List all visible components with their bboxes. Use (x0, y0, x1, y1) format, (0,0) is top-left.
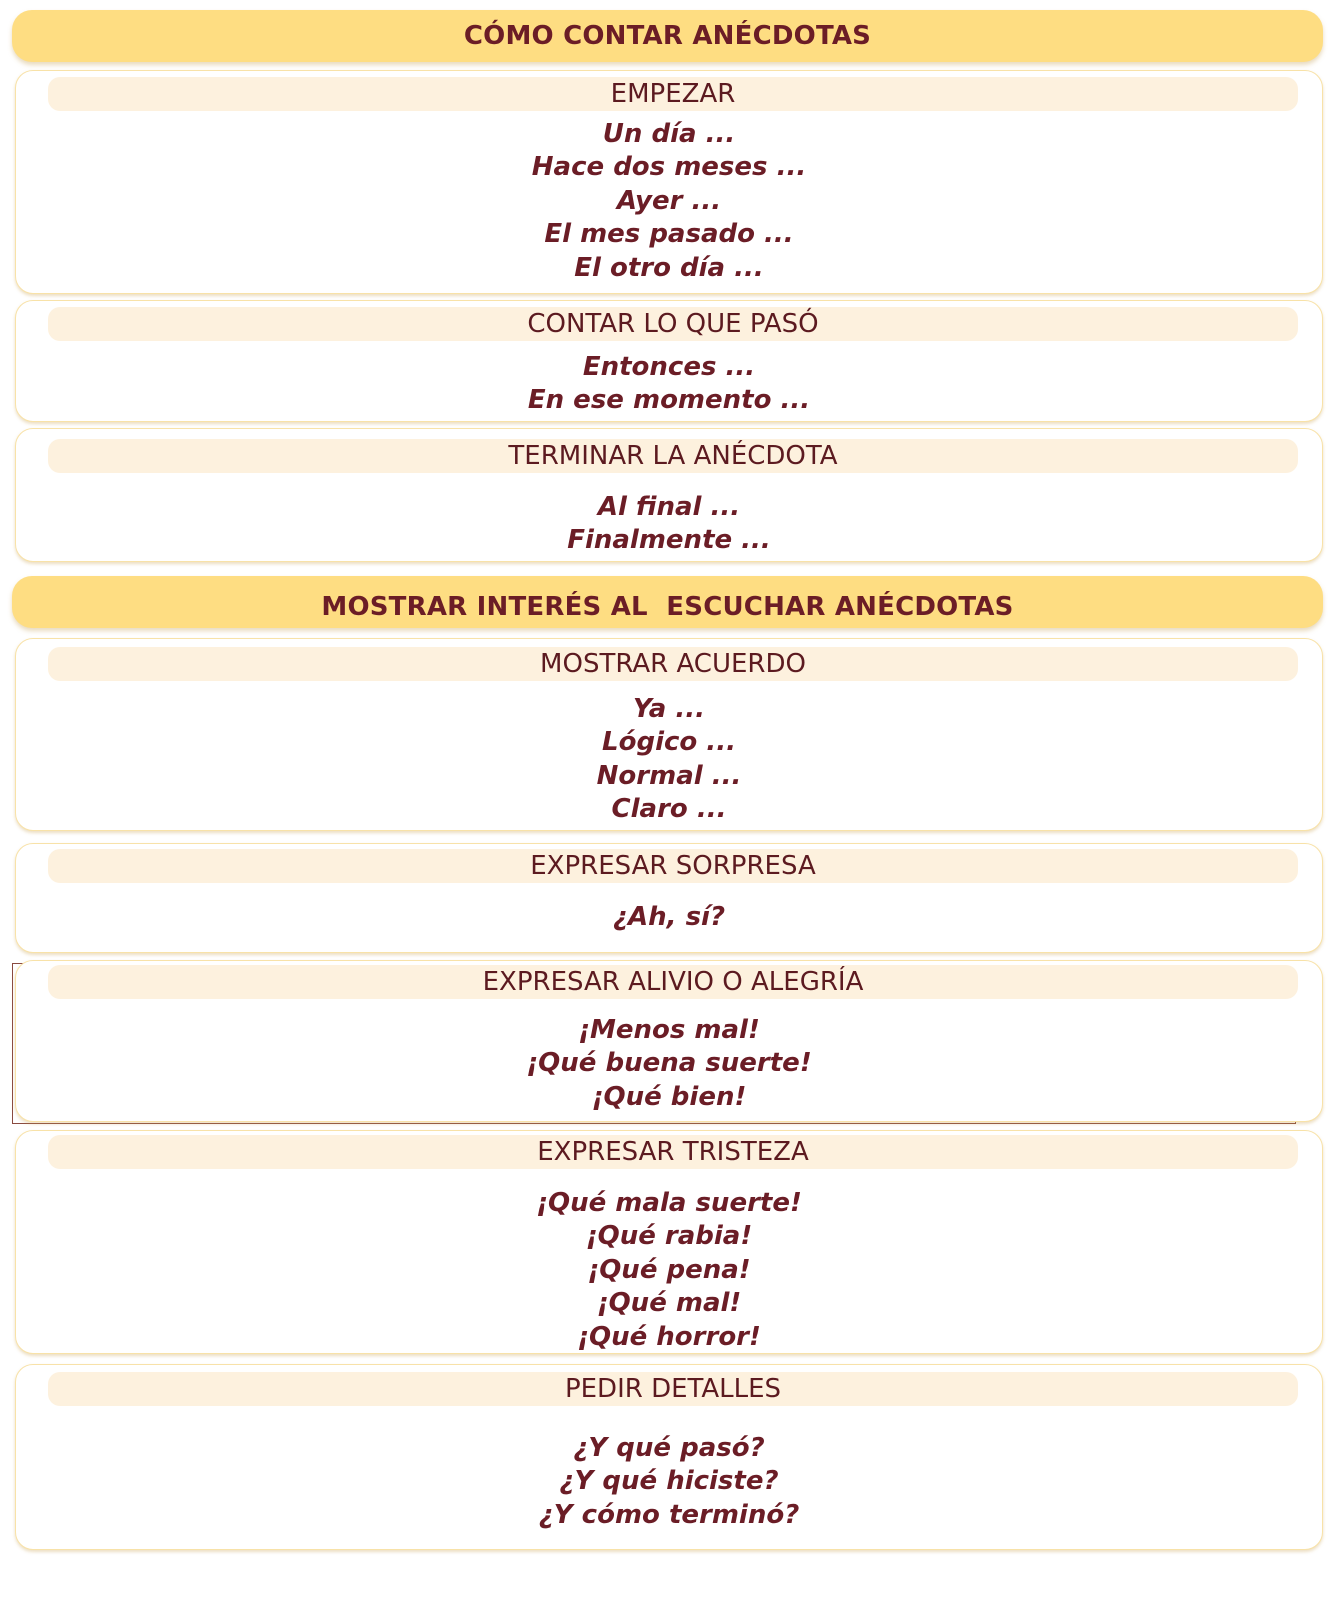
phrase: ¿Ah, sí? (612, 902, 726, 932)
phrase: Hace dos meses ... (531, 152, 807, 183)
phrase: Claro ... (611, 794, 727, 825)
section-title: MOSTRAR INTERÉS AL ESCUCHAR ANÉCDOTAS (321, 592, 1014, 622)
phrase: El otro día ... (574, 252, 764, 283)
section-header-mostrar-interes (12, 576, 1323, 628)
card-expresar-alivio-o-alegria (15, 960, 1323, 1122)
phrase-list (16, 1014, 1322, 1114)
phrase: ¿Y qué hiciste? (559, 1466, 779, 1497)
card-expresar-tristeza (15, 1130, 1323, 1354)
section-title: CÓMO CONTAR ANÉCDOTAS (463, 21, 872, 51)
phrase: ¡Qué pena! (587, 1254, 751, 1285)
section-header-como-contar (12, 10, 1323, 62)
card-expresar-sorpresa (15, 843, 1323, 953)
phrase: ¡Qué mal! (596, 1288, 742, 1319)
phrase: Entonces ... (582, 352, 756, 382)
card-title: EXPRESAR TRISTEZA (48, 1135, 1298, 1169)
card-title: EXPRESAR SORPRESA (48, 849, 1298, 883)
phrase: ¡Qué rabia! (585, 1221, 753, 1252)
phrase: ¿Y cómo terminó? (538, 1499, 800, 1530)
card-title: MOSTRAR ACUERDO (48, 647, 1298, 681)
card-pedir-detalles (15, 1364, 1323, 1550)
phrase-list (16, 491, 1322, 558)
phrase: ¡Qué horror! (577, 1321, 761, 1352)
phrase-list (16, 693, 1322, 827)
phrase: Al final ... (597, 492, 741, 522)
phrase: Finalmente ... (567, 525, 771, 556)
phrase-list (16, 901, 1322, 934)
phrase-list (16, 1187, 1322, 1354)
card-mostrar-acuerdo (15, 638, 1323, 831)
card-title: PEDIR DETALLES (48, 1372, 1298, 1406)
phrase-list (16, 351, 1322, 418)
card-terminar-la-anecdota (15, 428, 1323, 562)
card-title: EMPEZAR (48, 77, 1298, 111)
phrase: Ya ... (633, 694, 705, 724)
phrase: ¡Qué mala suerte! (536, 1188, 802, 1218)
phrase-list (16, 1432, 1322, 1532)
phrase: ¡Qué bien! (591, 1081, 747, 1112)
phrase: ¡Qué buena suerte! (526, 1048, 812, 1079)
phrase: Un día ... (602, 119, 736, 149)
phrase: ¿Y qué pasó? (573, 1433, 765, 1463)
phrase: En ese momento ... (527, 385, 811, 416)
phrase-list (16, 118, 1322, 285)
card-title: CONTAR LO QUE PASÓ (48, 307, 1298, 341)
card-title: TERMINAR LA ANÉCDOTA (48, 439, 1298, 473)
card-empezar (15, 70, 1323, 294)
phrase: Ayer ... (616, 185, 722, 216)
phrase: Normal ... (596, 760, 742, 791)
card-title: EXPRESAR ALIVIO O ALEGRÍA (48, 965, 1298, 999)
phrase: Lógico ... (602, 727, 736, 758)
phrase: El mes pasado ... (544, 219, 794, 250)
phrase: ¡Menos mal! (578, 1015, 760, 1045)
card-contar-lo-que-paso (15, 300, 1323, 422)
